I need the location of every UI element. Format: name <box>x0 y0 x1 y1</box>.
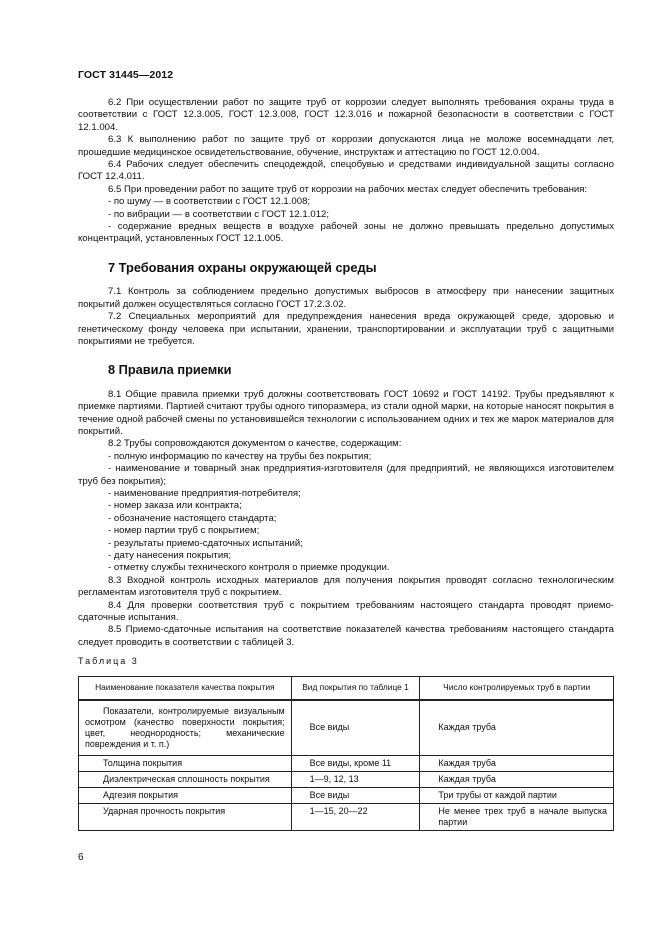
section-8-heading: 8 Правила приемки <box>108 362 232 378</box>
list-item: - номер партии труб с покрытием; <box>108 525 260 537</box>
list-item: - по вибрации — в соответствии с ГОСТ 12.1.012; <box>108 208 330 220</box>
column-header: Вид покрытия по таблице 1 <box>291 676 420 700</box>
list-item: - наименование и товарный знак предприятия-изготовителя (для предприятий, не являющихся изготовителем труб без покрытия); <box>78 463 614 487</box>
list-item: - обозначение настоящего стандарта; <box>108 512 277 524</box>
table-cell: Каждая труба <box>420 771 614 787</box>
list-item: - содержание вредных веществ в воздухе рабочей зоны не должно превышать предельно допустимых концентраций, установленных ГОСТ 12.1.005. <box>78 221 614 245</box>
clause-8-1: 8.1 Общие правила приемки труб должны соответствовать ГОСТ 10692 и ГОСТ 14192. Трубы предъявляют к приемке партиями. Партией считают трубы одного типоразмера, из стали одной марки, на которые наносят покрытия в течение одной рабочей смены по установившейся технологии с использованием одних и тех же марок материалов для покрытий. <box>78 388 614 437</box>
table-cell: Все виды, кроме 11 <box>291 755 420 771</box>
table-cell: Каждая труба <box>420 700 614 756</box>
table-header-row <box>79 676 614 700</box>
table-row <box>79 755 614 771</box>
table-cell: 1—9, 12, 13 <box>291 771 420 787</box>
table-cell: Показатели, контролируемые визуальным осмотром (качество поверхности покрытия; цвет, неоднородность; механические повреждения и т. п.) <box>79 700 292 756</box>
table-cell: Не менее трех труб в начале выпуска партии <box>420 803 614 830</box>
clause-6-5: 6.5 При проведении работ по защите труб от коррозии на рабочих местах следует обеспечить требования: <box>108 183 588 195</box>
column-header: Число контролируемых труб в партии <box>420 676 614 700</box>
table-row <box>79 700 614 756</box>
clause-6-3: 6.3 К выполнению работ по защите труб от коррозии допускаются лица не моложе восемнадцати лет, прошедшие медицинское освидетельствование, обучение, инструктаж и аттестацию по ГОСТ 12.0.004. <box>78 134 614 158</box>
document-header: ГОСТ 31445—2012 <box>78 69 174 81</box>
list-item: - полную информацию по качеству на трубы без покрытия; <box>108 450 372 462</box>
table-cell: Адгезия покрытия <box>79 787 292 803</box>
list-item: - отметку службы технического контроля о приемке продукции. <box>108 562 390 574</box>
clause-6-4: 6.4 Рабочих следует обеспечить спецодеждой, спецобувью и средствами индивидуальной защиты согласно ГОСТ 12.4.011. <box>78 159 614 183</box>
table-row <box>79 771 614 787</box>
clause-7-2: 7.2 Специальных мероприятий для предупреждения нанесения вреда окружающей среде, здоровью и генетическому фонду человека при испытании, хранении, транспортировании и эксплуатации труб с защитными покрытиями не требуется. <box>78 311 614 347</box>
list-item: - наименование предприятия-потребителя; <box>108 487 301 499</box>
list-item: - по шуму — в соответствии с ГОСТ 12.1.008; <box>108 196 311 208</box>
table-cell: Диэлектрическая сплошность покрытия <box>79 771 292 787</box>
clause-7-1: 7.1 Контроль за соблюдением предельно допустимых выбросов в атмосферу при нанесении защитных покрытий должен осуществляться согласно ГОСТ 17.2.3.02. <box>78 286 614 310</box>
table-cell: Каждая труба <box>420 755 614 771</box>
clause-8-2: 8.2 Трубы сопровождаются документом о качестве, содержащим: <box>108 438 402 450</box>
table-cell: Все виды <box>291 787 420 803</box>
table-cell: Три трубы от каждой партии <box>420 787 614 803</box>
list-item: - результаты приемо-сдаточных испытаний; <box>108 537 303 549</box>
table-cell: 1—15, 20—22 <box>291 803 420 830</box>
column-header: Наименование показателя качества покрытия <box>79 676 292 700</box>
table-3 <box>78 676 614 831</box>
clause-8-4: 8.4 Для проверки соответствия труб с покрытием требованиям настоящего стандарта проводят приемо-сдаточные испытания. <box>78 599 614 624</box>
table-cell: Толщина покрытия <box>79 755 292 771</box>
clause-6-2: 6.2 При осуществлении работ по защите труб от коррозии следует выполнять требования охраны труда в соответствии с ГОСТ 12.3.005, ГОСТ 12.3.008, ГОСТ 12.3.016 и пожарной безопасности в соответствии с ГОСТ 12.1.004. <box>78 97 614 133</box>
section-7-heading: 7 Требования охраны окружающей среды <box>108 259 377 275</box>
table-row <box>79 787 614 803</box>
list-item: - номер заказа или контракта; <box>108 500 242 512</box>
table-3-label: Таблица 3 <box>78 656 139 667</box>
table-cell: Все виды <box>291 700 420 756</box>
document-body <box>78 97 614 831</box>
list-item: - дату нанесения покрытия; <box>108 550 232 561</box>
table-cell: Ударная прочность покрытия <box>79 803 292 830</box>
page-number: 6 <box>78 852 84 863</box>
clause-8-5: 8.5 Приемо-сдаточные испытания на соответствие показателей качества требованиям настоящего стандарта следует проводить в соответствии с таблицей 3. <box>78 624 614 648</box>
table-row <box>79 803 614 830</box>
clause-8-3: 8.3 Входной контроль исходных материалов для получения покрытия проводят согласно технологическим регламентам изготовителя труб с покрытием. <box>78 574 614 599</box>
